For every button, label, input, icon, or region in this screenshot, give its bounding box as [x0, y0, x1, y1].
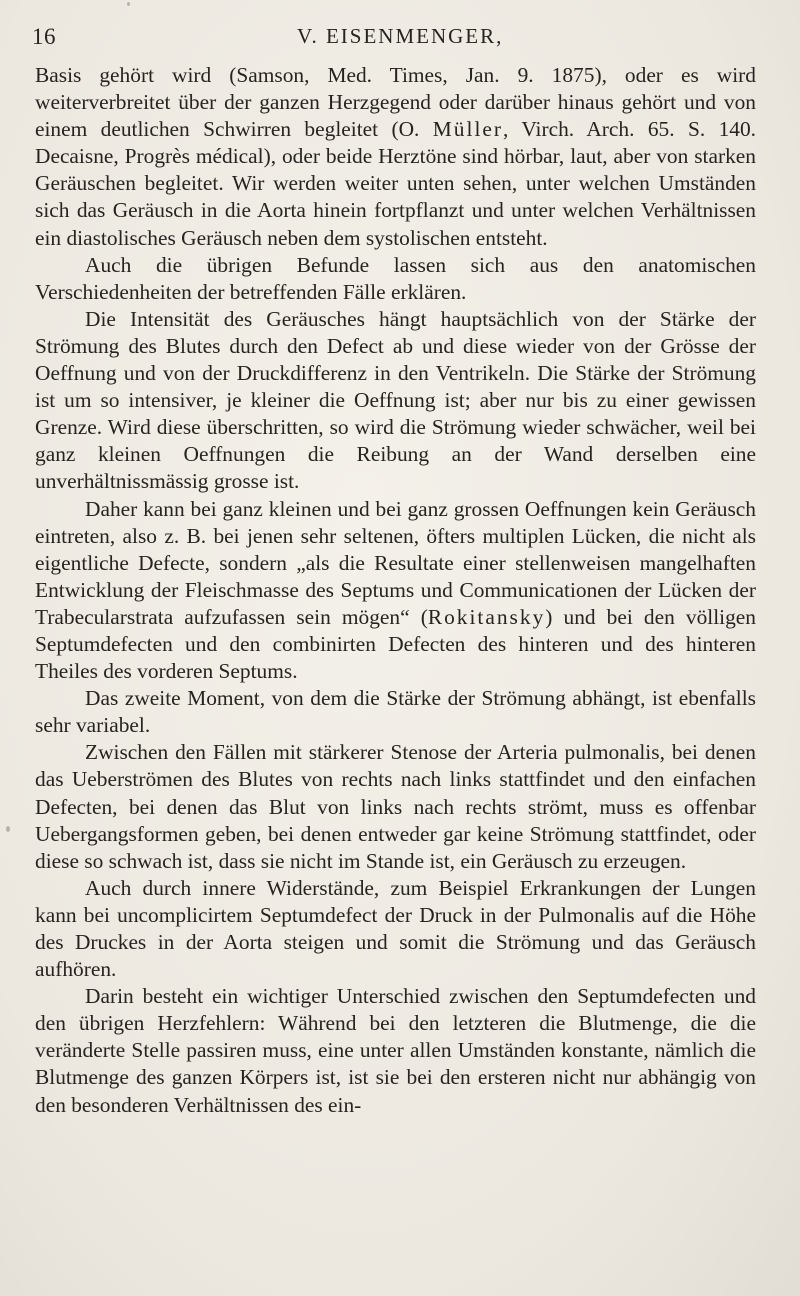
paragraph [35, 496, 756, 686]
text-run: Darin besteht ein wichtiger Unterschied zwischen den Septumdefecten und den übrigen Herzfehlern: Während bei den letzteren die Blutmenge, die die veränderte Stelle passiren muss, eine unter allen Umständen konstante, nämlich die Blutmenge des ganzen Körpers ist, ist sie bei den ersteren nicht nur abhängig von den besonderen Verhältnissen des ein- [35, 984, 756, 1117]
text-run: Zwischen den Fällen mit stärkerer Stenose der Arteria pulmonalis, bei denen das Ueberströmen des Blutes von rechts nach links stattfindet und den einfachen Defecten, bei denen das Blut von links nach rechts strömt, muss es offenbar Uebergangsformen geben, bei denen entweder gar keine Strömung stattfindet, oder diese so schwach ist, dass sie nicht im Stande ist, ein Geräusch zu erzeugen. [35, 740, 756, 873]
text-run: Auch durch innere Widerstände, zum Beispiel Erkrankungen der Lungen kann bei uncomplicirtem Septumdefect der Druck in der Pulmonalis auf die Höhe des Druckes in der Aorta steigen und somit die Strömung und das Geräusch aufhören. [35, 875, 756, 982]
text-run: , Virch. Arch. 65. S. 140. Decaisne, Progrès médical), oder beide Herztöne sind hörbar, laut, aber von starken Geräuschen begleitet. Wir werden weiter unten sehen, unter welchen Umständen sich das Geräusch in die Aorta hinein fortpflanzt und unter welchen Verhältnissen ein diastolisches Geräusch neben dem systolischen entsteht. [35, 117, 757, 250]
page-number: 16 [32, 24, 56, 49]
paragraph [35, 983, 756, 1118]
paragraph [35, 875, 756, 983]
spaced-name: Rokitansky [427, 604, 546, 629]
text-run: Die Intensität des Geräusches hängt hauptsächlich von der Stärke der Strömung des Blutes durch den Defect ab und diese wieder von der Grösse der Oeffnung und von der Druckdifferenz in den Ventrikeln. Die Stärke der Strömung ist um so intensiver, je kleiner die Oeffnung ist; aber nur bis zu einer gewissen Grenze. Wird diese überschritten, so wird die Strömung wieder schwächer, weil bei ganz kleinen Oeffnungen die Reibung an der Wand derselben eine unverhältnissmässig grosse ist. [35, 306, 756, 494]
spaced-name: Müller [432, 117, 503, 142]
ink-speck [127, 2, 130, 6]
paragraph [35, 739, 756, 874]
page-header [32, 20, 764, 54]
ink-speck [6, 826, 10, 832]
text-run: Das zweite Moment, von dem die Stärke der Strömung abhängt, ist ebenfalls sehr variabel. [35, 686, 756, 738]
text-run: Daher kann bei ganz kleinen und bei ganz grossen Oeffnungen kein Geräusch eintreten, also z. B. bei jenen sehr seltenen, öfters multiplen Lücken, die nicht als eigentliche Defecte, sondern „als die Resultate einer stellenweisen mangelhaften Entwicklung der Fleischmasse des Septums und Communicationen der Lücken der Trabecularstrata aufzufassen sein mögen“ ( [35, 496, 756, 629]
paragraph [35, 685, 756, 739]
paragraph [35, 306, 756, 496]
body-text [35, 62, 756, 1119]
text-run: ) und bei den völligen Septumdefecten und den combinirten Defecten des hinteren und des hinteren Theiles des vorderen Septums. [35, 604, 756, 684]
text-run: Auch die übrigen Befunde lassen sich aus den anatomischen Verschiedenheiten der betreffenden Fälle erklären. [35, 252, 756, 304]
text-run: Basis gehört wird (Samson, Med. Times, Jan. 9. 1875), oder es wird weiterverbreitet über der ganzen Herzgegend oder darüber hinaus gehört und von einem deutlichen Schwirren begleitet (O. [35, 63, 756, 142]
running-head: V. EISENMENGER, [297, 24, 504, 48]
paragraph [35, 252, 756, 306]
paragraph [35, 62, 756, 252]
